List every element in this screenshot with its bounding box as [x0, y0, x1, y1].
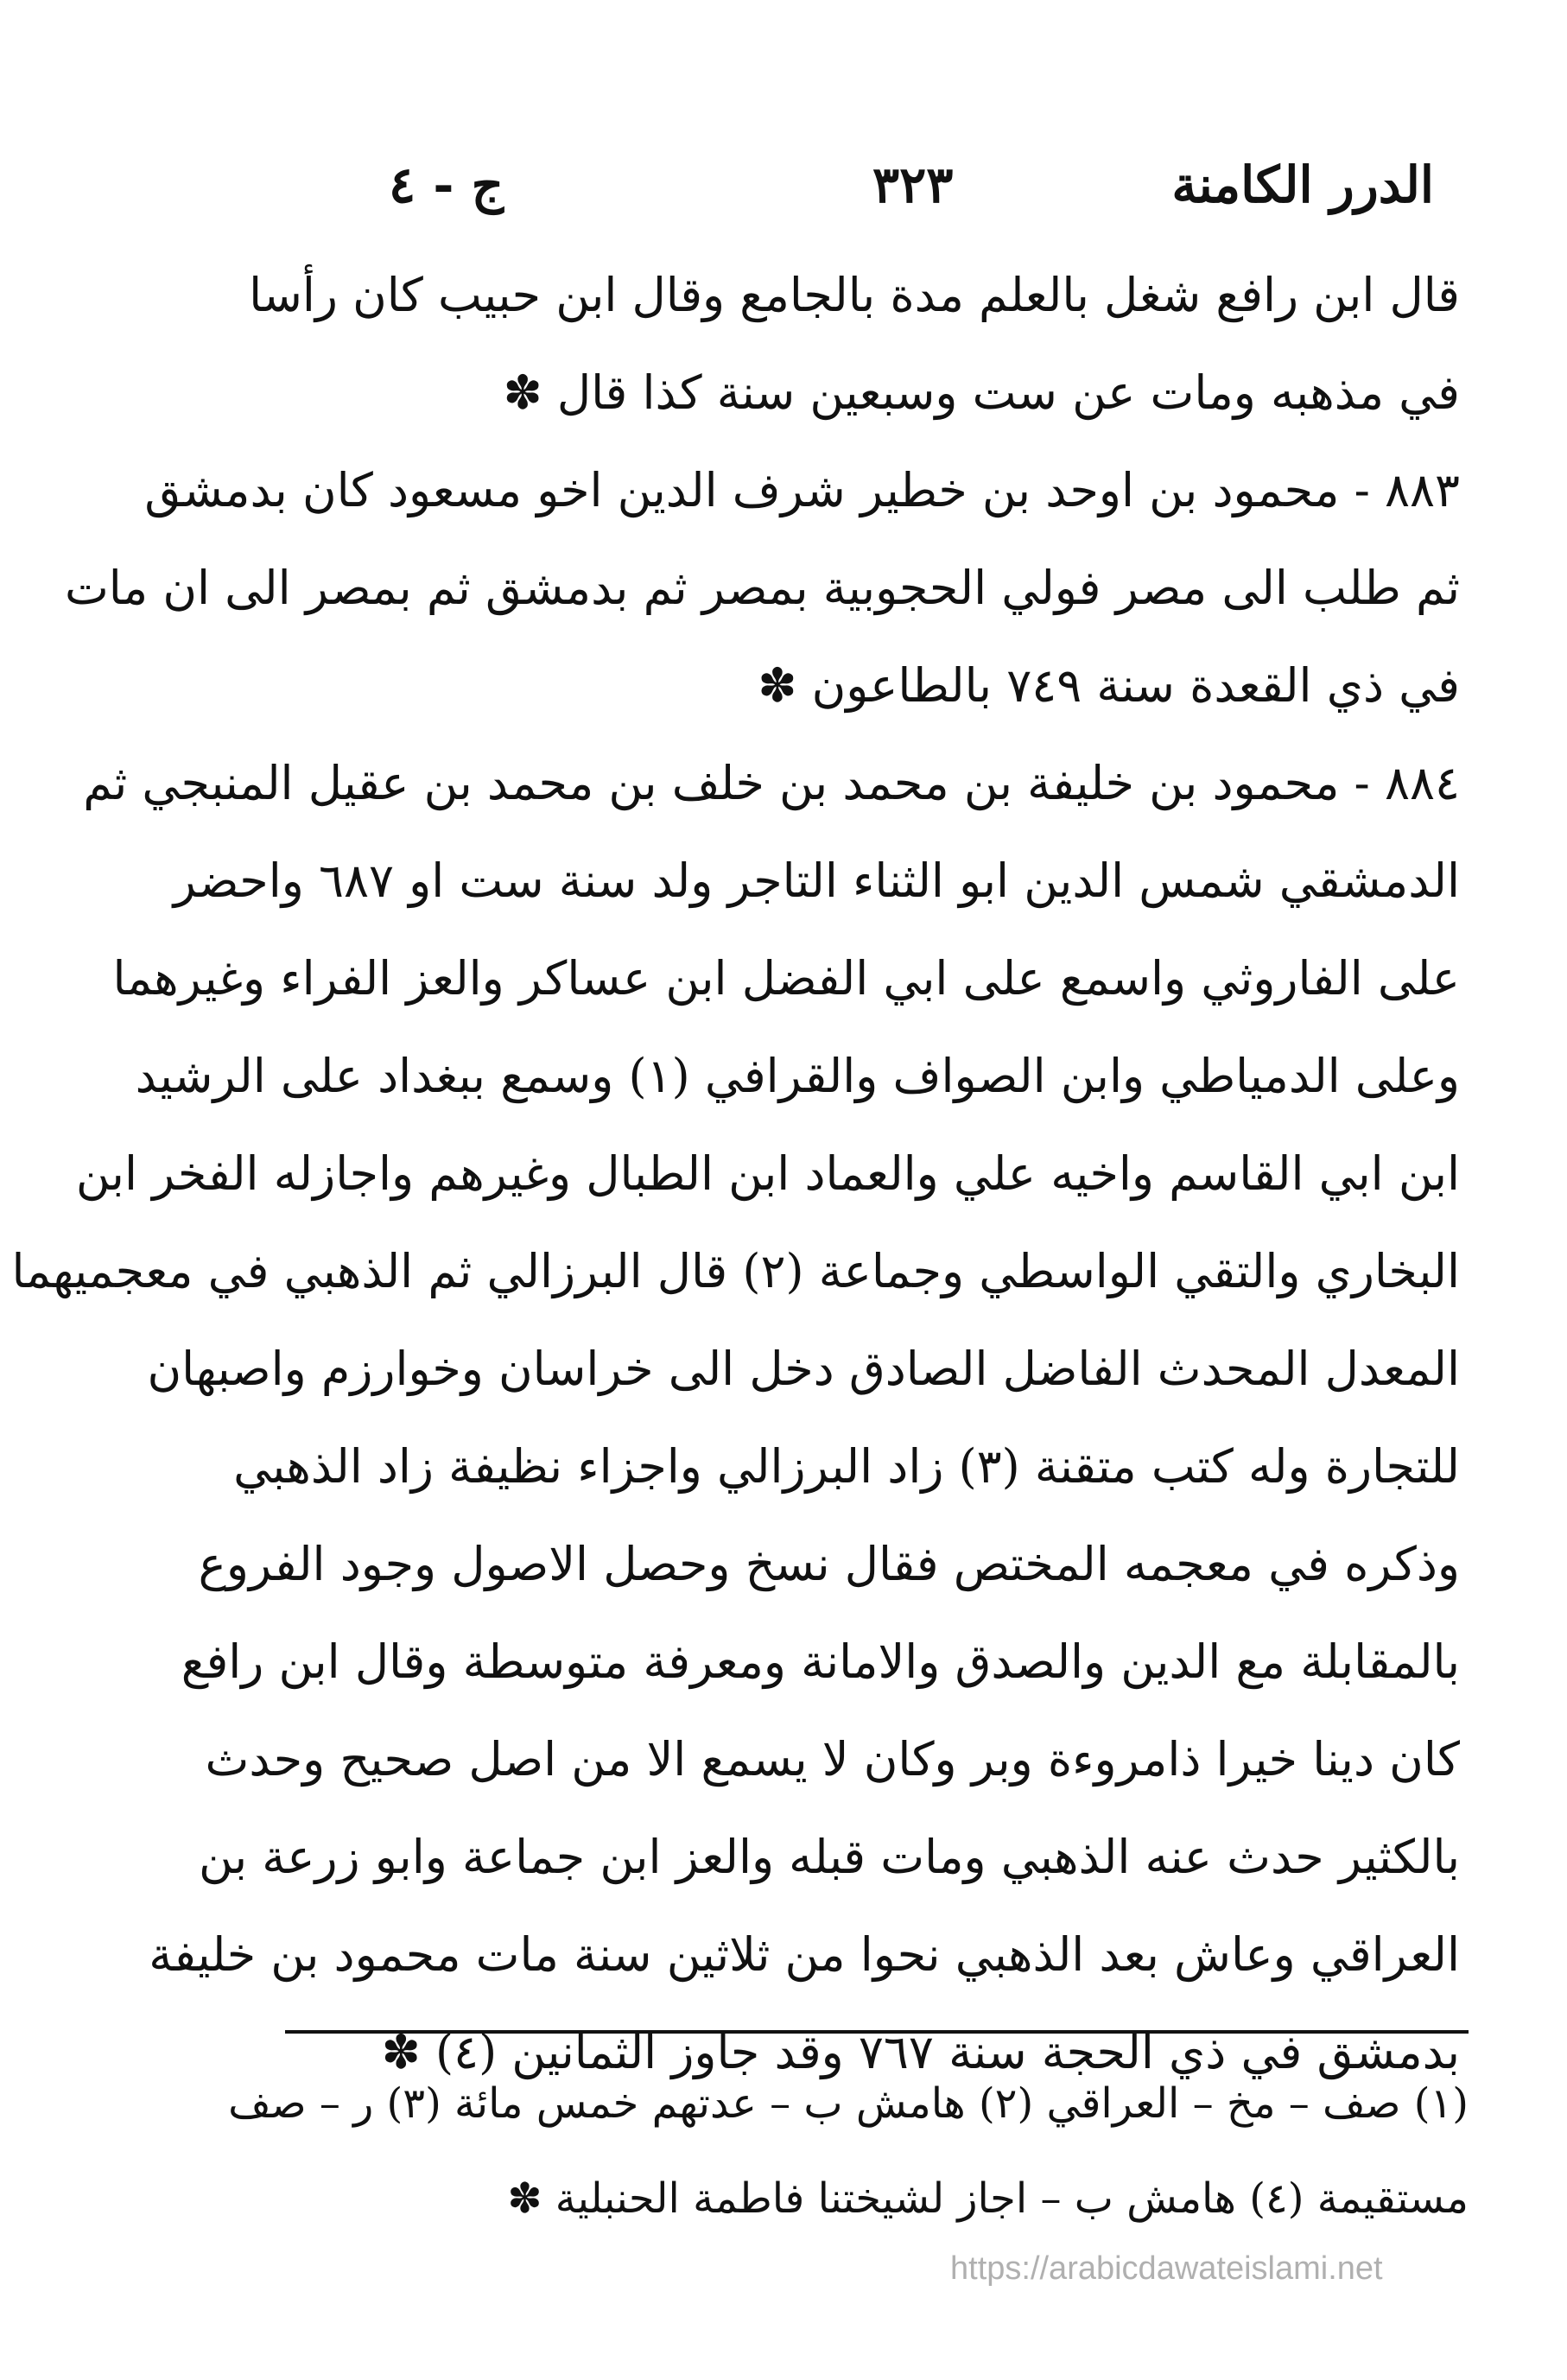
text-line: على الفاروثي واسمع على ابي الفضل ابن عساكر والعز الفراء وغيرهما: [112, 951, 1460, 1006]
text-line: الدمشقي شمس الدين ابو الثناء التاجر ولد سنة ست او ٦٨٧ واحضر: [173, 854, 1460, 908]
text-line: ٨٨٤ - محمود بن خليفة بن محمد بن خلف بن محمد بن عقيل المنبجي ثم: [83, 756, 1460, 810]
footnote-line: (١) صف – مخ – العراقي (٢) هامش ب – عدتهم خمس مائة (٣) ر – صف: [228, 2079, 1469, 2128]
text-line: للتجارة وله كتب متقنة (٣) زاد البرزالي واجزاء نظيفة زاد الذهبي: [233, 1439, 1460, 1494]
main-text: [11, 246, 1460, 2101]
text-line: ابن ابي القاسم واخيه علي والعماد ابن الطبال وغيرهم واجازله الفخر ابن: [75, 1146, 1460, 1201]
text-line: ثم طلب الى مصر فولي الحجوبية بمصر ثم بدمشق ثم بمصر الى ان مات: [64, 561, 1460, 615]
text-line: وعلى الدمياطي وابن الصواف والقرافي (١) وسمع ببغداد على الرشيد: [135, 1049, 1460, 1103]
entry-884: [11, 734, 1460, 2101]
text-line: بالكثير حدث عنه الذهبي ومات قبله والعز ابن جماعة وابو زرعة بن: [198, 1830, 1460, 1884]
volume-label: ج - ٤: [389, 155, 504, 214]
text-line: بالمقابلة مع الدين والصدق والامانة ومعرفة متوسطة وقال ابن رافع: [181, 1634, 1460, 1689]
book-title: الدرر الكامنة: [1171, 155, 1434, 214]
page-number: ٣٢٣: [872, 155, 954, 214]
text-line: العراقي وعاش بعد الذهبي نحوا من ثلاثين سنة مات محمود بن خليفة: [149, 1927, 1460, 1982]
text-line: في ذي القعدة سنة ٧٤٩ بالطاعون ✽: [758, 658, 1460, 713]
text-line: قال ابن رافع شغل بالعلم مدة بالجامع وقال ابن حبيب كان رأسا: [249, 268, 1460, 322]
footnotes: [228, 2056, 1469, 2246]
entry-continuation: [249, 246, 1460, 441]
entry-883: [64, 441, 1460, 734]
text-line: وذكره في معجمه المختص فقال نسخ وحصل الاصول وجود الفروع: [198, 1537, 1460, 1591]
footnote-line: مستقيمة (٤) هامش ب – اجاز لشيختنا فاطمة الحنبلية ✽: [507, 2174, 1469, 2223]
text-line: كان دينا خيرا ذامروءة وبر وكان لا يسمع الا من اصل صحيح وحدث: [205, 1732, 1460, 1787]
footnote-divider: [285, 2030, 1469, 2034]
text-line: ٨٨٣ - محمود بن اوحد بن خطير شرف الدين اخو مسعود كان بدمشق: [144, 463, 1460, 517]
text-line: المعدل المحدث الفاضل الصادق دخل الى خراسان وخوارزم واصبهان: [147, 1342, 1460, 1396]
text-line: بدمشق في ذي الحجة سنة ٧٦٧ وقد جاوز الثمانين (٤) ✽: [381, 2025, 1460, 2079]
text-line: في مذهبه ومات عن ست وسبعين سنة كذا قال ✽: [503, 365, 1460, 420]
page-header: [311, 155, 1434, 242]
text-line: البخاري والتقي الواسطي وجماعة (٢) قال البرزالي ثم الذهبي في معجميهما: [11, 1244, 1460, 1298]
watermark-url: https://arabicdawateislami.net: [950, 2250, 1383, 2287]
